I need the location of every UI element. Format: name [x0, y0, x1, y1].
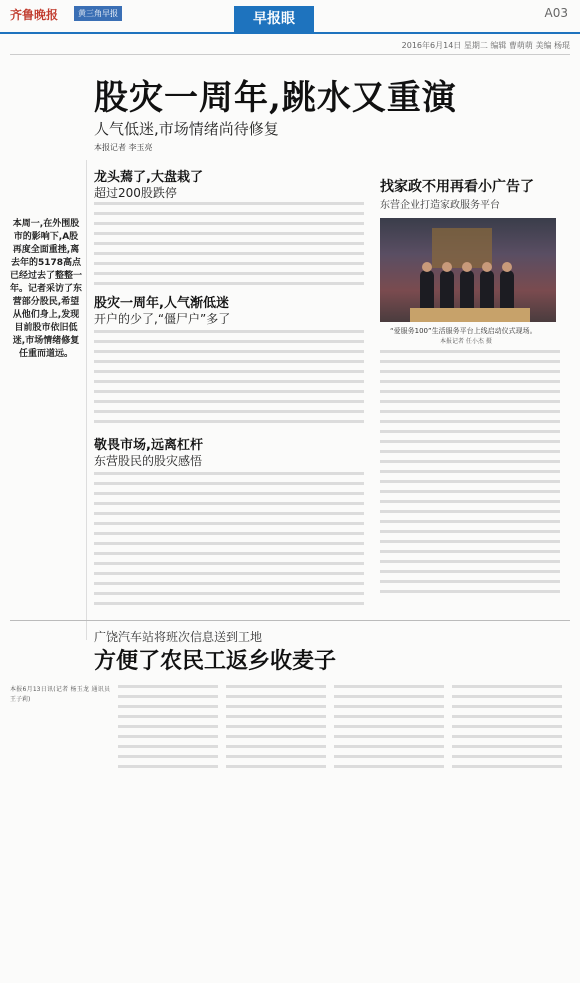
lead-sidebar: 本周一,在外围股市的影响下,A股再度全面重挫,离去年的5178高点已经过去了整整一年。记者采访了东营部分股民,希望从他们身上,发现目前股市依旧低迷,市场情绪修复任重而道远。 [10, 219, 83, 359]
launch-event-photo [380, 218, 556, 322]
lead-headline: 股灾一周年,跳水又重演 [94, 78, 457, 118]
bottom-headline: 方便了农民工返乡收麦子 [94, 648, 337, 674]
masthead [0, 0, 580, 34]
photo-caption: “爱服务100”生活服务平台上线启动仪式现场。 [390, 327, 537, 335]
section-badge: 早报眼 [234, 6, 314, 32]
column-divider [86, 160, 87, 640]
right-story-body [380, 350, 560, 600]
bottom-byline: 本报6月13日讯(记者 杨玉龙 通讯员 王子莉) [10, 686, 110, 703]
dateline: 2016年6月14日 星期二 编辑 曹萌萌 美编 杨琨 [401, 41, 570, 50]
section1-head: 超过200股跌停 [94, 186, 177, 200]
section3-kicker: 敬畏市场,远离杠杆 [94, 438, 203, 453]
section2-body [94, 330, 364, 430]
edition-badge: 黄三角早报 [74, 6, 122, 21]
right-headline: 找家政不用再看小广告了 [380, 179, 534, 195]
section2-head: 开户的少了,“僵尸户”多了 [94, 312, 231, 326]
header-divider [10, 54, 570, 55]
section1-kicker: 龙头蔫了,大盘栽了 [94, 170, 203, 185]
bottom-body-col-3 [334, 685, 444, 775]
page-number: A03 [544, 6, 568, 20]
bottom-divider [10, 620, 570, 621]
photo-credit: 本报记者 任小杰 摄 [440, 338, 492, 345]
bottom-body-col-1 [118, 685, 218, 775]
lead-subhead: 人气低迷,市场情绪尚待修复 [94, 120, 279, 138]
section3-body [94, 472, 364, 612]
bottom-body-col-4 [452, 685, 562, 775]
bottom-byline-col [10, 685, 110, 795]
bottom-kicker: 广饶汽车站将班次信息送到工地 [94, 630, 263, 644]
masthead-rule [0, 32, 580, 34]
bottom-body-col-2 [226, 685, 326, 775]
section3-head: 东营股民的股灾感悟 [94, 454, 203, 468]
section2-kicker: 股灾一周年,人气渐低迷 [94, 296, 229, 311]
lead-byline: 本报记者 李玉亮 [94, 143, 153, 152]
paper-logo: 齐鲁晚报 [10, 8, 59, 22]
section1-body [94, 202, 364, 288]
right-subhead: 东营企业打造家政服务平台 [380, 200, 500, 211]
